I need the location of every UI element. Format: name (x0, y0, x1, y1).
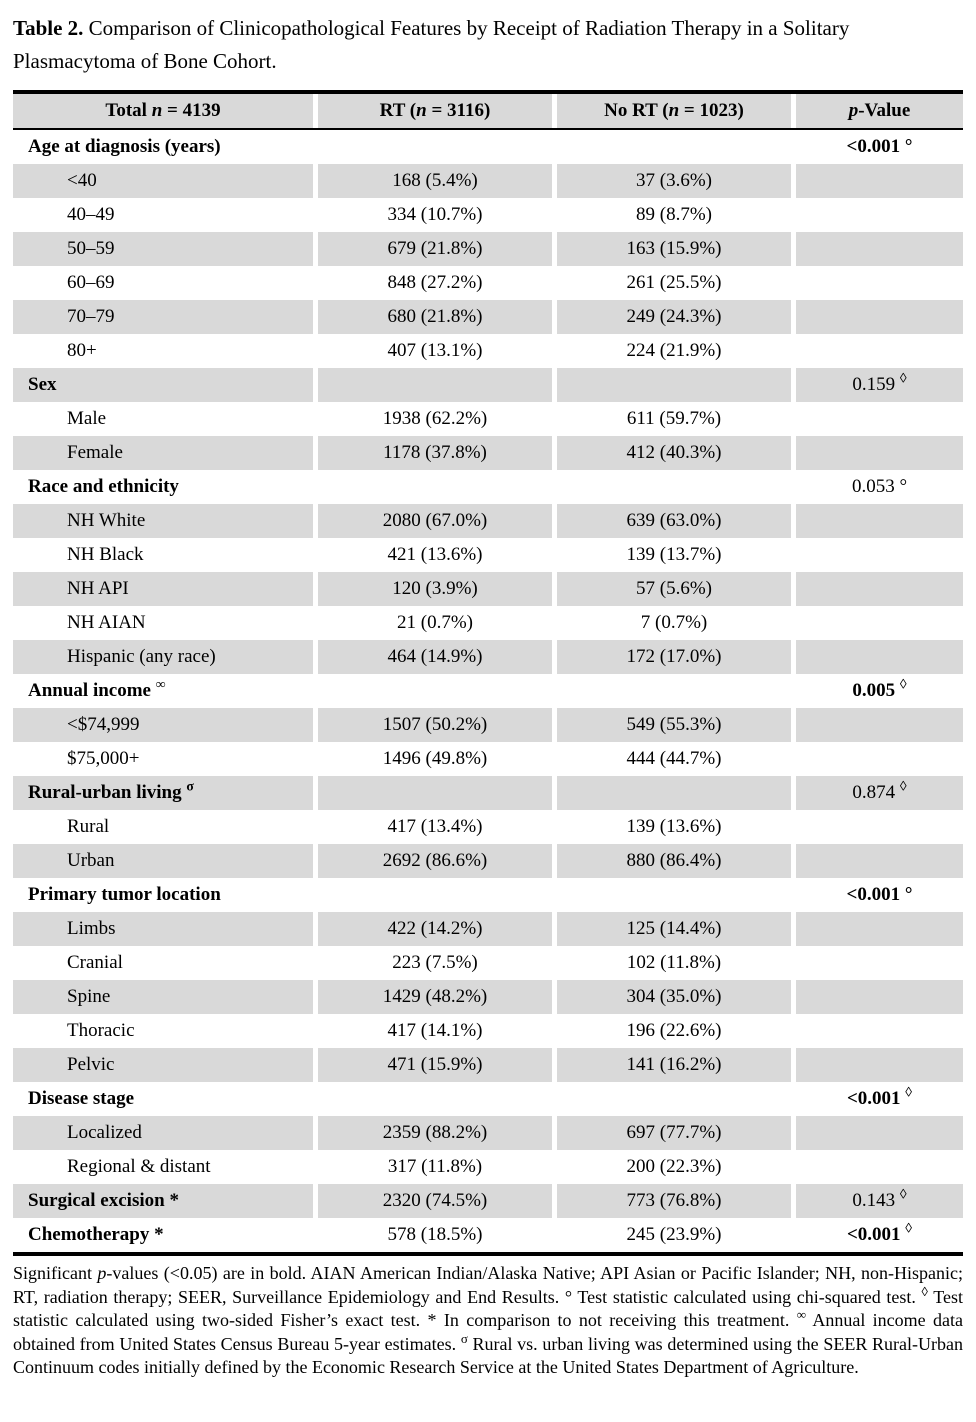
p-value-superscript-marker: ° (904, 136, 913, 157)
row-label: Female (13, 436, 313, 470)
rt-value: 848 (27.2%) (387, 272, 483, 293)
no-rt-value: 639 (63.0%) (557, 504, 791, 538)
p-value (796, 1116, 963, 1150)
table-row (13, 810, 963, 844)
table-row (13, 674, 963, 708)
no-rt-value (557, 878, 791, 912)
table-row (13, 198, 963, 232)
table-row (13, 1048, 963, 1082)
no-rt-value (557, 776, 791, 810)
table-row (13, 1014, 963, 1048)
rt-value: 334 (10.7%) (387, 204, 483, 225)
p-value (796, 1150, 963, 1184)
table-body (13, 130, 963, 1252)
p-value: <0.001 ° (846, 136, 913, 157)
p-value-superscript-marker: ◊ (905, 1084, 913, 1100)
rt-value: 1496 (49.8%) (382, 748, 488, 769)
rt-value: 21 (0.7%) (397, 612, 473, 633)
row-label: NH White (13, 504, 313, 538)
rt-value: 2320 (74.5%) (318, 1184, 552, 1218)
p-value (796, 436, 963, 470)
no-rt-value: 172 (17.0%) (557, 640, 791, 674)
rt-value: 317 (11.8%) (387, 1156, 483, 1177)
no-rt-value (557, 470, 791, 504)
row-label: Localized (13, 1116, 313, 1150)
row-label: 70–79 (13, 300, 313, 334)
no-rt-value: 200 (22.3%) (626, 1156, 722, 1177)
no-rt-value: 304 (35.0%) (557, 980, 791, 1014)
row-label: Hispanic (any race) (13, 640, 313, 674)
row-label: 80+ (67, 340, 97, 361)
p-value (796, 606, 963, 640)
no-rt-value: 773 (76.8%) (557, 1184, 791, 1218)
row-label: Spine (13, 980, 313, 1014)
no-rt-value: 880 (86.4%) (557, 844, 791, 878)
row-label: NH Black (67, 544, 144, 565)
clinicopathological-table (13, 90, 963, 1256)
p-value (796, 402, 963, 436)
p-value-superscript-marker: ◊ (905, 1220, 913, 1236)
footnote-superscript-marker: σ (460, 1330, 468, 1346)
no-rt-value: 57 (5.6%) (557, 572, 791, 606)
p-value (796, 708, 963, 742)
no-rt-value: 37 (3.6%) (557, 164, 791, 198)
p-value (796, 912, 963, 946)
table-row (13, 1184, 963, 1218)
p-value-superscript-marker: ◊ (899, 370, 907, 386)
rt-value: 168 (5.4%) (318, 164, 552, 198)
table-caption (13, 12, 963, 78)
table-row (13, 606, 963, 640)
no-rt-value: 7 (0.7%) (640, 612, 708, 633)
rt-value: 1429 (48.2%) (318, 980, 552, 1014)
row-label: $75,000+ (67, 748, 140, 769)
rt-value (318, 674, 552, 708)
footnote-text: Test statistic calculated using chi-squared test. (572, 1286, 922, 1307)
footnote-text: Significant (13, 1263, 98, 1283)
row-label: Rural (67, 816, 110, 837)
row-label: Chemotherapy * (28, 1224, 164, 1245)
p-value: <0.001 ° (846, 884, 913, 905)
footnote-superscript-marker: ∞ (796, 1307, 806, 1322)
table-caption-text: Comparison of Clinicopathological Features by Receipt of Radiation Therapy in a Solitary Plasmacytoma of Bone Cohort. (13, 16, 850, 73)
no-rt-value: 139 (13.6%) (626, 816, 722, 837)
footnote-superscript-marker: ° (564, 1286, 573, 1307)
no-rt-value (557, 1082, 791, 1116)
p-value-superscript-marker: ◊ (899, 1186, 907, 1202)
p-value (796, 640, 963, 674)
footnote-superscript-marker: ◊ (921, 1283, 928, 1299)
table-row (13, 878, 963, 912)
no-rt-value: 412 (40.3%) (557, 436, 791, 470)
rt-value: 223 (7.5%) (392, 952, 478, 973)
no-rt-value: 261 (25.5%) (626, 272, 722, 293)
no-rt-value: 125 (14.4%) (557, 912, 791, 946)
p-value (796, 810, 963, 844)
row-label: 40–49 (67, 204, 115, 225)
table-row (13, 300, 963, 334)
rt-value (318, 368, 552, 402)
rt-value: 2692 (86.6%) (318, 844, 552, 878)
table-row (13, 1218, 963, 1252)
row-label: Disease stage (28, 1088, 135, 1109)
p-value (796, 164, 963, 198)
no-rt-value (557, 130, 791, 164)
p-value (796, 1048, 963, 1082)
row-label: Cranial (67, 952, 123, 973)
p-value: 0.143 ◊ (796, 1184, 963, 1218)
p-value: 0.053 ° (851, 476, 908, 497)
footnote-text: -values (<0.05) are in bold. AIAN American Indian/Alaska Native; API Asian or Pacific Islander; NH, non-Hispanic; RT, radiation therapy; SEER, Surveillance Epidemiology and End Results. (13, 1263, 963, 1307)
rt-value: 421 (13.6%) (387, 544, 483, 565)
row-label: Urban (13, 844, 313, 878)
p-value-superscript-marker: ° (904, 884, 913, 905)
rt-value: 1178 (37.8%) (318, 436, 552, 470)
no-rt-value: 611 (59.7%) (626, 408, 722, 429)
row-label: Primary tumor location (28, 884, 221, 905)
label-superscript-marker: ∞ (155, 676, 166, 692)
no-rt-value: 102 (11.8%) (626, 952, 722, 973)
table-row (13, 368, 963, 402)
p-value (796, 980, 963, 1014)
table-header-row (13, 94, 963, 130)
row-label: 60–69 (67, 272, 115, 293)
rt-value: 1507 (50.2%) (318, 708, 552, 742)
p-value: <0.001 ◊ (846, 1084, 913, 1109)
no-rt-value: 89 (8.7%) (636, 204, 712, 225)
rt-value: 471 (15.9%) (318, 1048, 552, 1082)
no-rt-value (557, 368, 791, 402)
rt-value: 464 (14.9%) (318, 640, 552, 674)
p-value: 0.005 ◊ (852, 676, 907, 701)
column-header-p-value: p-Value (796, 94, 963, 128)
table-row (13, 538, 963, 572)
no-rt-value: 196 (22.6%) (626, 1020, 722, 1041)
rt-value: 680 (21.8%) (318, 300, 552, 334)
no-rt-value: 249 (24.3%) (557, 300, 791, 334)
row-label: Regional & distant (67, 1156, 211, 1177)
table-row (13, 436, 963, 470)
rt-value: 679 (21.8%) (318, 232, 552, 266)
p-value: <0.001 ◊ (846, 1220, 913, 1245)
p-value (796, 742, 963, 776)
row-label: Limbs (13, 912, 313, 946)
rt-value (318, 776, 552, 810)
footnote-text: Annual income data obtained from United States Census Bureau 5-year estimates. (13, 1310, 963, 1354)
table-row (13, 402, 963, 436)
rt-value (318, 130, 552, 164)
row-label: Race and ethnicity (28, 476, 179, 497)
table-row (13, 980, 963, 1014)
row-label: Rural-urban living $^\sigma$ (13, 776, 313, 810)
p-value-superscript-marker: ◊ (899, 778, 907, 794)
no-rt-value: 549 (55.3%) (557, 708, 791, 742)
no-rt-value: 245 (23.9%) (626, 1224, 722, 1245)
table-row (13, 232, 963, 266)
no-rt-value: 697 (77.7%) (557, 1116, 791, 1150)
table-row (13, 1116, 963, 1150)
table-footnote (13, 1262, 963, 1380)
row-label: <$74,999 (13, 708, 313, 742)
rt-value: 2359 (88.2%) (318, 1116, 552, 1150)
row-label: Age at diagnosis (years) (28, 136, 221, 157)
footnote-text: Rural vs. urban living was determined using the SEER Rural-Urban Continuum codes initially defined by the Economic Research Service at the United States Department of Agriculture. (13, 1333, 963, 1377)
table-row (13, 742, 963, 776)
rt-value: 1938 (62.2%) (382, 408, 488, 429)
rt-value: 422 (14.2%) (318, 912, 552, 946)
table-row (13, 470, 963, 504)
table-row (13, 844, 963, 878)
p-value (796, 572, 963, 606)
no-rt-value: 224 (21.9%) (626, 340, 722, 361)
row-label: NH AIAN (67, 612, 146, 633)
table-row (13, 946, 963, 980)
label-superscript-marker: σ (186, 778, 194, 794)
table-row (13, 130, 963, 164)
p-value-superscript-marker: ° (899, 476, 908, 497)
table-row (13, 708, 963, 742)
column-header-rt: RT (n = 3116) (318, 94, 552, 128)
footnote-text: Test statistic calculated using two-sided Fisher’s exact test. * In comparison to not receiving this treatment. (13, 1286, 963, 1330)
column-header-no-rt: No RT (n = 1023) (557, 94, 791, 128)
rt-value (318, 470, 552, 504)
row-label: 50–59 (13, 232, 313, 266)
p-value: 0.874 ◊ (796, 776, 963, 810)
p-value (796, 946, 963, 980)
rt-value: 407 (13.1%) (387, 340, 483, 361)
rt-value: 578 (18.5%) (387, 1224, 483, 1245)
row-label: Male (67, 408, 107, 429)
table-row (13, 912, 963, 946)
rt-value: 417 (13.4%) (387, 816, 483, 837)
row-label: Annual income ∞ (28, 676, 166, 701)
footnote-text: p (97, 1263, 107, 1283)
no-rt-value: 141 (16.2%) (557, 1048, 791, 1082)
table-caption-label: Table 2. (13, 16, 84, 40)
row-label: Thoracic (67, 1020, 135, 1041)
p-value (796, 538, 963, 572)
row-label: <40 (13, 164, 313, 198)
p-value (796, 1014, 963, 1048)
p-value (796, 266, 963, 300)
p-value (796, 504, 963, 538)
table-row (13, 1150, 963, 1184)
row-label: NH API (13, 572, 313, 606)
p-value-superscript-marker: ◊ (899, 676, 907, 692)
table-row (13, 164, 963, 198)
p-value (796, 334, 963, 368)
row-label: Sex (13, 368, 313, 402)
no-rt-value: 444 (44.7%) (626, 748, 722, 769)
p-value (796, 232, 963, 266)
table-row (13, 334, 963, 368)
p-value (796, 300, 963, 334)
no-rt-value: 139 (13.7%) (626, 544, 722, 565)
table-row (13, 640, 963, 674)
p-value: 0.159 ◊ (796, 368, 963, 402)
table-row (13, 776, 963, 810)
row-label: Pelvic (13, 1048, 313, 1082)
rt-value (318, 1082, 552, 1116)
p-value (796, 198, 963, 232)
table-row (13, 572, 963, 606)
p-value (796, 844, 963, 878)
rt-value (318, 878, 552, 912)
no-rt-value: 163 (15.9%) (557, 232, 791, 266)
table-row (13, 504, 963, 538)
rt-value: 417 (14.1%) (387, 1020, 483, 1041)
no-rt-value (557, 674, 791, 708)
column-header-total: Total n = 4139 (13, 94, 313, 128)
table-row (13, 266, 963, 300)
rt-value: 120 (3.9%) (318, 572, 552, 606)
row-label: Surgical excision * (13, 1184, 313, 1218)
rt-value: 2080 (67.0%) (318, 504, 552, 538)
table-row (13, 1082, 963, 1116)
